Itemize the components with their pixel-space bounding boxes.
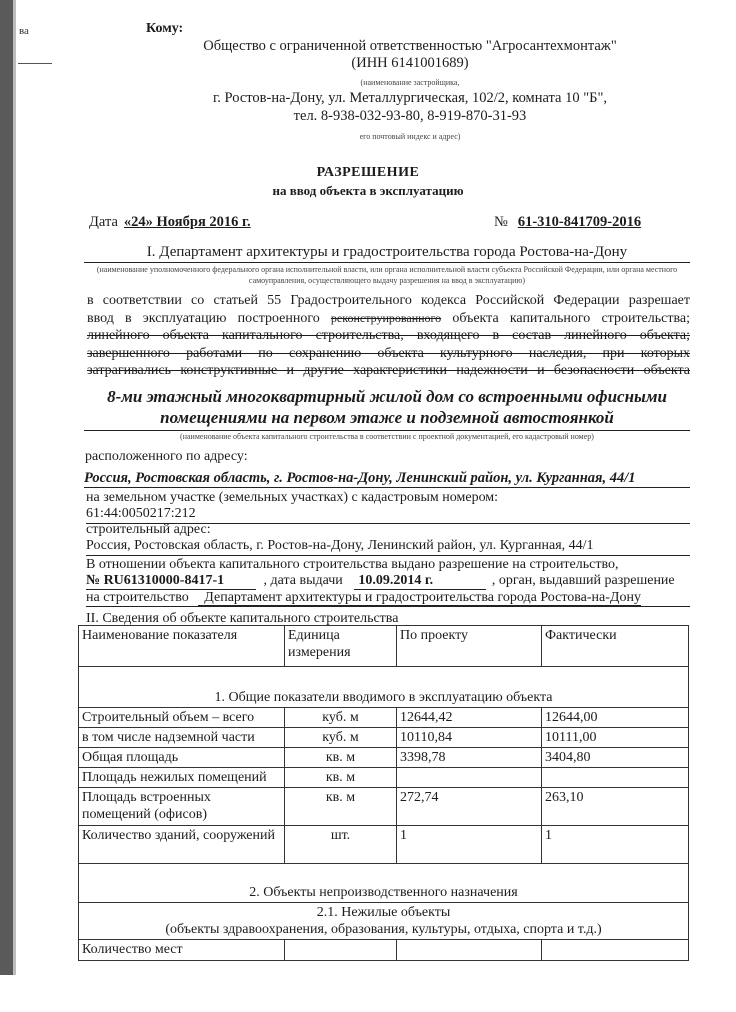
row-actual: 10111,00 — [542, 728, 689, 748]
row-project — [397, 940, 542, 961]
number-row — [494, 214, 641, 231]
row-actual: 3404,80 — [542, 748, 689, 768]
row-unit — [285, 940, 397, 961]
document-title: РАЗРЕШЕНИЕ — [316, 165, 420, 180]
row-name: Строительный объем – всего — [79, 708, 285, 728]
row-actual — [542, 768, 689, 788]
permission-line-2 — [87, 310, 690, 328]
location-label: расположенного по адресу: — [85, 449, 248, 464]
location-value: Россия, Ростовская область, г. Ростов-на-Дону, Ленинский район, ул. Курганная, 44/1 — [84, 470, 690, 488]
recipient-label: Кому: — [146, 21, 184, 36]
table-row — [79, 728, 689, 748]
row-project: 3398,78 — [397, 748, 542, 768]
margin-rule — [18, 63, 52, 64]
row-unit: куб. м — [285, 708, 397, 728]
number-value: 61-310-841709-2016 — [517, 214, 642, 230]
building-permit-date: 10.09.2014 г. — [354, 573, 486, 590]
table-row — [79, 768, 689, 788]
table-row — [79, 748, 689, 768]
authority-caption: (наименование уполномоченного федерального органа исполнительной власти, или органа исполнительной власти субъекта Российской Федерации, или органа местного самоуправления, осуществляющего выдачу разрешения на ввод в эксплуатацию) — [96, 265, 678, 285]
row-project: 272,74 — [397, 788, 542, 826]
permission-paragraph — [87, 292, 690, 380]
row-name: Площадь встроенных помещений (офисов) — [79, 788, 285, 826]
recipient-org: Общество с ограниченной ответственностью "Агросантехмонтаж" — [203, 38, 617, 54]
object-name-line-1: 8-ми этажный многоквартирный жилой дом со встроенными офисными — [107, 387, 667, 406]
row-name: Количество мест — [79, 940, 285, 961]
group-2-title: 2. Объекты непроизводственного назначения — [79, 864, 689, 903]
caption-developer-name: (наименование застройщика, — [360, 78, 460, 87]
row-project: 1 — [397, 826, 542, 864]
object-indicators-table — [78, 625, 689, 961]
permission-line-5-struck: затрагивались конструктивные и другие характеристики надежности и безопасности объекта — [87, 363, 690, 379]
building-permit-block — [86, 557, 690, 607]
group-1-title: 1. Общие показатели вводимого в эксплуатацию объекта — [79, 667, 689, 708]
cadastral-label: на земельном участке (земельных участках) с кадастровым номером: — [86, 490, 499, 505]
row-unit: кв. м — [285, 788, 397, 826]
row-name: Площадь нежилых помещений — [79, 768, 285, 788]
row-project — [397, 768, 542, 788]
row-unit: кв. м — [285, 768, 397, 788]
table-header-row — [79, 626, 689, 667]
build-address-block — [86, 522, 690, 556]
recipient-inn: (ИНН 6141001689) — [351, 55, 469, 71]
cadastral-block — [86, 490, 690, 524]
row-project: 12644,42 — [397, 708, 542, 728]
table-group-row — [79, 667, 689, 708]
caption-postal-address: его почтовый индекс и адрес) — [359, 132, 461, 141]
row-unit: кв. м — [285, 748, 397, 768]
permission-line-3-struck: линейного объекта капитального строительства, входящего в состав линейного объекта; — [87, 328, 690, 344]
date-label: Дата — [89, 214, 118, 230]
permission-capital-object: объекта капитального строительства; — [452, 310, 691, 326]
build-address-value: Россия, Ростовская область, г. Ростов-на-Дону, Ленинский район, ул. Курганная, 44/1 — [86, 538, 594, 553]
table-row — [79, 788, 689, 826]
margin-note: ва — [19, 25, 29, 37]
column-header-project: По проекту — [397, 626, 542, 667]
building-permit-intro: В отношении объекта капитального строительства выдано разрешение на строительство, — [86, 557, 619, 572]
row-name: Количество зданий, сооружений — [79, 826, 285, 864]
row-actual — [542, 940, 689, 961]
date-row — [89, 214, 251, 231]
building-permit-line-2 — [86, 573, 690, 590]
section-2-title: II. Сведения об объекте капитального строительства — [86, 611, 399, 626]
group-2-1-subtitle: (объекты здравоохранения, образования, культуры, отдыха, спорта и т.д.) — [165, 922, 602, 937]
permission-built: ввод в эксплуатацию построенного — [87, 310, 320, 326]
row-unit: шт. — [285, 826, 397, 864]
group-2-1 — [79, 903, 689, 940]
group-2-1-title: 2.1. Нежилые объекты — [316, 905, 451, 920]
object-name-line-2: помещениями на первом этаже и подземной автостоянкой — [160, 408, 614, 427]
row-actual: 12644,00 — [542, 708, 689, 728]
row-unit: куб. м — [285, 728, 397, 748]
permission-line-4-struck: завершенного работами по сохранению объекта культурного наследия, при которых — [87, 345, 690, 361]
number-label: № — [494, 214, 508, 230]
date-value: «24» Ноября 2016 г. — [123, 214, 251, 230]
table-subgroup-row — [79, 903, 689, 940]
document-subtitle: на ввод объекта в эксплуатацию — [272, 183, 464, 198]
build-address-label: строительный адрес: — [86, 522, 211, 537]
building-permit-issuer: Департамент архитектуры и градостроительства города Ростова-на-Дону — [198, 590, 641, 606]
row-name: Общая площадь — [79, 748, 285, 768]
recipient-phone: тел. 8-938-032-93-80, 8-919-870-31-93 — [293, 108, 527, 124]
authority-name: I. Департамент архитектуры и градостроительства города Ростова-на-Дону — [84, 244, 690, 263]
table-row — [79, 708, 689, 728]
permission-line-1: в соответствии со статьей 55 Градостроительного кодекса Российской Федерации разрешает — [87, 293, 690, 308]
building-permit-issuer-prefix: на строительство — [86, 590, 189, 605]
object-caption: (наименование объекта капитального строительства в соответствии с проектной документацией, его кадастровый номер) — [180, 432, 594, 441]
recipient-address: г. Ростов-на-Дону, ул. Металлургическая, 102/2, комната 10 "Б", — [212, 90, 608, 106]
building-permit-date-label: , дата выдачи — [263, 573, 343, 588]
row-actual: 1 — [542, 826, 689, 864]
table-group-row — [79, 864, 689, 903]
column-header-actual: Фактически — [542, 626, 689, 667]
object-name — [84, 386, 690, 431]
column-header-indicator: Наименование показателя — [79, 626, 285, 667]
cadastral-value: 61:44:0050217:212 — [86, 506, 196, 521]
scan-binding-shadow — [13, 0, 16, 975]
table-row — [79, 940, 689, 961]
scan-binding-edge — [0, 0, 13, 975]
building-permit-issuer-label: , орган, выдавший разрешение — [491, 573, 675, 588]
permission-reconstructed-struck: реконструированного — [330, 310, 442, 325]
row-project: 10110,84 — [397, 728, 542, 748]
row-name: в том числе надземной части — [79, 728, 285, 748]
building-permit-number: № RU61310000-8417-1 — [86, 573, 256, 590]
table-row — [79, 826, 689, 864]
building-permit-line-3 — [86, 590, 690, 607]
row-actual: 263,10 — [542, 788, 689, 826]
column-header-unit: Единица измерения — [285, 626, 397, 667]
